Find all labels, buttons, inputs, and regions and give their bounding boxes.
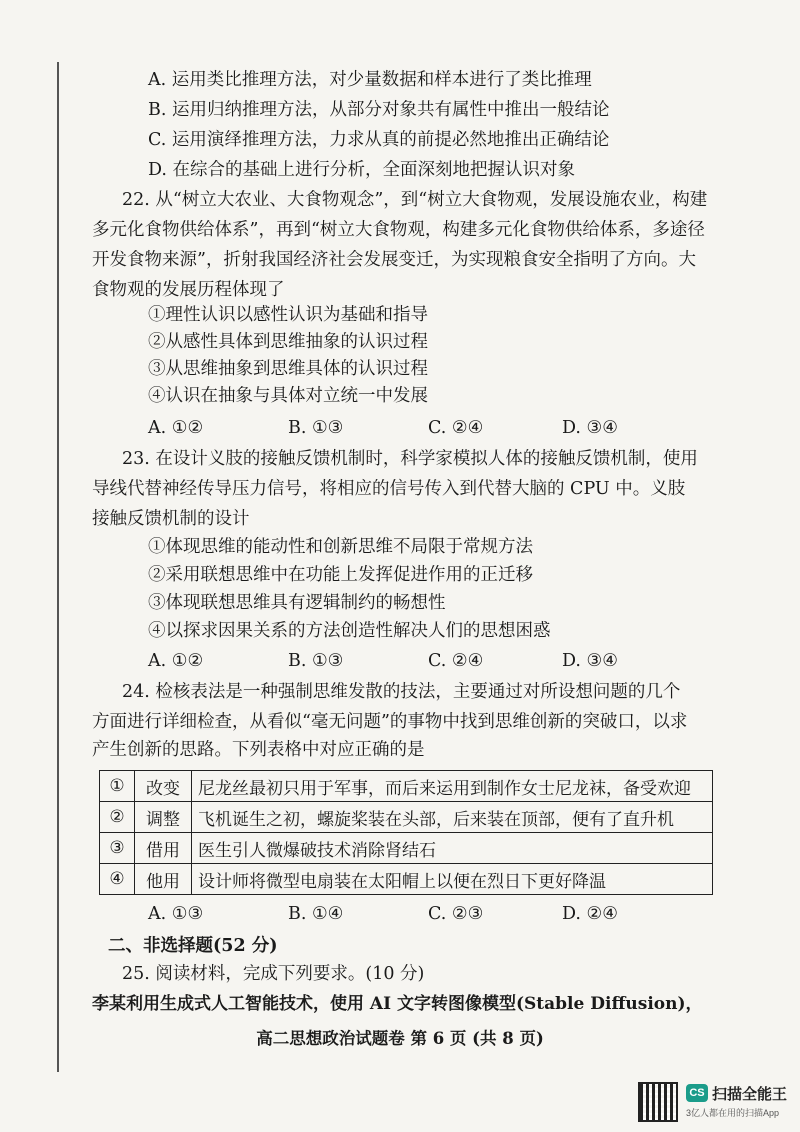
- table-row: [100, 802, 713, 833]
- row-number: ③: [100, 833, 135, 864]
- q22-item: ①理性认识以感性认识为基础和指导: [148, 305, 428, 325]
- q23-stem-line: 导线代替神经传导压力信号，将相应的信号传入到代替大脑的 CPU 中。义肢: [92, 479, 686, 499]
- table-row: [100, 864, 713, 895]
- q23-stem-line: 接触反馈机制的设计: [92, 509, 250, 529]
- q22-choice-b: B. ①③: [288, 418, 344, 438]
- q25-title: 25. 阅读材料，完成下列要求。(10 分): [122, 964, 425, 984]
- q24-stem-line: 24. 检核表法是一种强制思维发散的技法，主要通过对所设想问题的几个: [122, 682, 681, 702]
- q24-choice-c: C. ②③: [428, 904, 484, 924]
- row-example: 尼龙丝最初只用于军事，而后来运用到制作女士尼龙袜，备受欢迎: [192, 771, 713, 802]
- q23-stem-line: 23. 在设计义肢的接触反馈机制时，科学家模拟人体的接触反馈机制，使用: [122, 449, 698, 469]
- q22-stem-line: 22. 从“树立大农业、大食物观念”，到“树立大食物观，发展设施农业，构建: [122, 190, 708, 210]
- q22-choice-d: D. ③④: [562, 418, 618, 438]
- q22-stem-line: 食物观的发展历程体现了: [92, 280, 285, 300]
- q24-choice-a: A. ①③: [148, 904, 204, 924]
- section-heading: 二、非选择题(52 分): [108, 936, 278, 956]
- watermark-tagline: 3亿人都在用的扫描App: [686, 1108, 780, 1118]
- watermark-name: 扫描全能王: [712, 1086, 788, 1103]
- row-number: ①: [100, 771, 135, 802]
- q23-choice-c: C. ②④: [428, 651, 484, 671]
- q23-item: ②采用联想思维中在功能上发挥促进作用的正迁移: [148, 565, 533, 585]
- q24-choice-b: B. ①④: [288, 904, 344, 924]
- qr-code-icon: [638, 1082, 678, 1122]
- q23-choice-a: A. ①②: [148, 651, 204, 671]
- row-example: 飞机诞生之初，螺旋桨装在头部，后来装在顶部，便有了直升机: [192, 802, 713, 833]
- q21-option-b: B. 运用归纳推理方法，从部分对象共有属性中推出一般结论: [148, 100, 610, 120]
- q25-material-line: 李某利用生成式人工智能技术，使用 AI 文字转图像模型(Stable Diffusion)，: [92, 994, 703, 1014]
- q23-item: ③体现联想思维具有逻辑制约的畅想性: [148, 593, 446, 613]
- row-example: 医生引人微爆破技术消除肾结石: [192, 833, 713, 864]
- q22-choice-c: C. ②④: [428, 418, 484, 438]
- q21-option-a: A. 运用类比推理方法，对少量数据和样本进行了类比推理: [148, 70, 592, 90]
- table-row: [100, 833, 713, 864]
- q23-item: ④以探求因果关系的方法创造性解决人们的思想困惑: [148, 621, 551, 641]
- q24-choice-d: D. ②④: [562, 904, 618, 924]
- page-footer: 高二思想政治试题卷 第 6 页 (共 8 页): [256, 1029, 544, 1048]
- checklist-table: [99, 770, 713, 895]
- row-example: 设计师将微型电扇装在太阳帽上以便在烈日下更好降温: [192, 864, 713, 895]
- q23-choice-b: B. ①③: [288, 651, 344, 671]
- row-number: ②: [100, 802, 135, 833]
- q21-option-d: D. 在综合的基础上进行分析，全面深刻地把握认识对象: [148, 160, 576, 180]
- q21-option-c: C. 运用演绎推理方法，力求从真的前提必然地推出正确结论: [148, 130, 610, 150]
- row-method: 他用: [135, 864, 192, 895]
- q23-choice-d: D. ③④: [562, 651, 618, 671]
- q22-stem-line: 开发食物来源”，折射我国经济社会发展变迁，为实现粮食安全指明了方向。大: [92, 250, 696, 270]
- row-method: 借用: [135, 833, 192, 864]
- table-row: [100, 771, 713, 802]
- q22-item: ③从思维抽象到思维具体的认识过程: [148, 359, 428, 379]
- q22-item: ④认识在抽象与具体对立统一中发展: [148, 386, 428, 406]
- row-method: 改变: [135, 771, 192, 802]
- row-number: ④: [100, 864, 135, 895]
- q24-stem-line: 方面进行详细检查，从看似“毫无问题”的事物中找到思维创新的突破口，以求: [92, 712, 688, 732]
- q22-stem-line: 多元化食物供给体系”，再到“树立大食物观，构建多元化食物供给体系，多途径: [92, 220, 705, 240]
- row-method: 调整: [135, 802, 192, 833]
- q22-item: ②从感性具体到思维抽象的认识过程: [148, 332, 428, 352]
- camscanner-logo-icon: CS: [686, 1084, 708, 1102]
- q22-choice-a: A. ①②: [148, 418, 204, 438]
- q23-item: ①体现思维的能动性和创新思维不局限于常规方法: [148, 537, 533, 557]
- q24-stem-line: 产生创新的思路。下列表格中对应正确的是: [92, 740, 425, 760]
